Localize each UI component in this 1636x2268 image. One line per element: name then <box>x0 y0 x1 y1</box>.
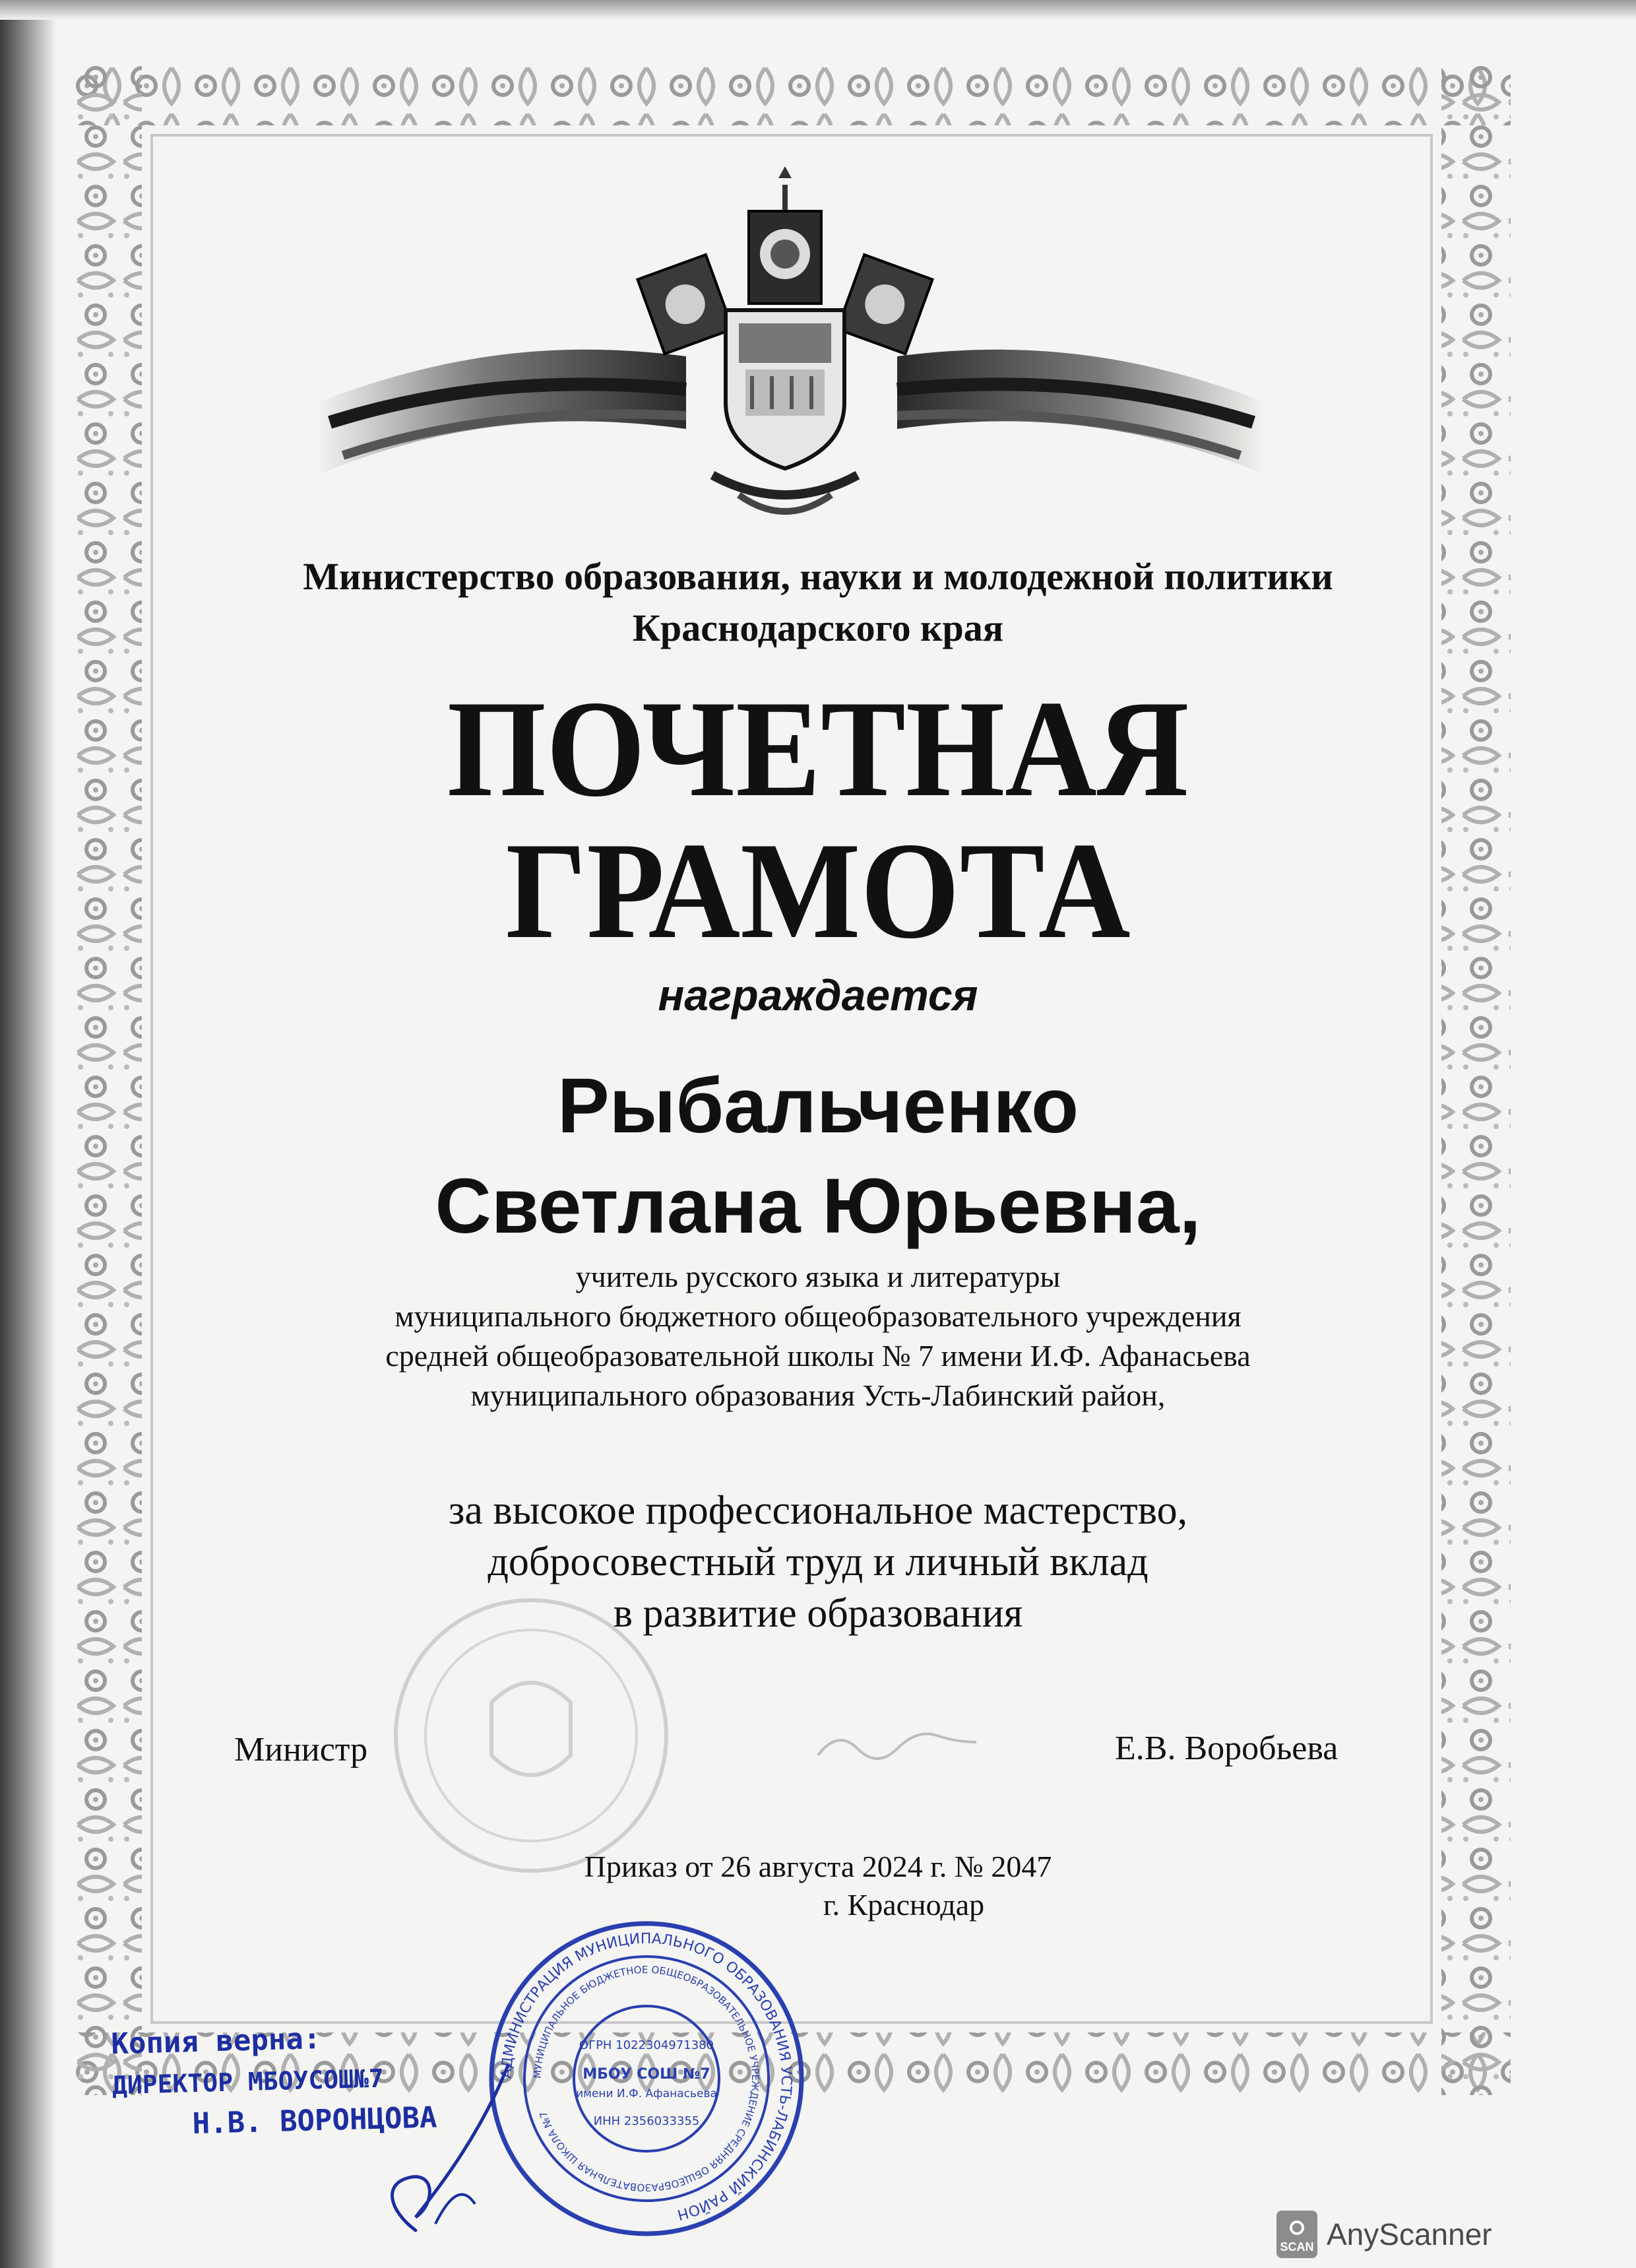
order-city: г. Краснодар <box>823 1888 985 1922</box>
seal-inn: ИНН 2356033355 <box>593 2114 700 2128</box>
order-reference <box>422 1848 1214 1924</box>
copy-stamp-line1: Копия верна: <box>110 2022 321 2061</box>
position-line: муниципального образования Усть-Лабинский район, <box>470 1378 1166 1412</box>
seal-ogrn: ОГРН 1022304971380 <box>579 2038 714 2052</box>
ministry-title-line2: Краснодарского края <box>632 606 1004 649</box>
copy-stamp-line2: ДИРЕКТОР МБОУСОШ№7 <box>111 2063 385 2100</box>
scan-page-edge <box>0 0 56 2268</box>
recipient-position <box>172 1257 1464 1415</box>
ministry-title-line1: Министерство образования, науки и молодежной политики <box>303 555 1333 598</box>
position-line: средней общеобразовательной школы № 7 имени И.Ф. Афанасьева <box>385 1339 1251 1373</box>
scan-top-edge <box>0 0 1636 20</box>
seal-center-line2: имени И.Ф. Афанасьева <box>576 2087 717 2100</box>
recipient-name <box>172 1056 1464 1256</box>
scanner-logo-label: SCAN <box>1280 2240 1314 2253</box>
reason-line: за высокое профессиональное мастерство, <box>448 1488 1188 1533</box>
scanner-app-name: AnyScanner <box>1327 2217 1492 2252</box>
certificate-title-line1: ПОЧЕТНАЯ <box>447 672 1189 826</box>
position-line: муниципального бюджетного общеобразовательного учреждения <box>394 1299 1242 1333</box>
award-reason <box>172 1485 1464 1639</box>
order-number: Приказ от 26 августа 2024 г. № 2047 <box>584 1850 1052 1883</box>
signatory-name: Е.В. Воробьева <box>1115 1730 1338 1767</box>
signatory-role: Министр <box>234 1731 368 1768</box>
position-line: учитель русского языка и литературы <box>575 1260 1061 1293</box>
reason-line: добросовестный труд и личный вклад <box>488 1539 1148 1584</box>
ministry-seal <box>386 1590 676 1881</box>
certificate-title-line2: ГРАМОТА <box>505 814 1131 967</box>
reason-line: в развитие образования <box>613 1591 1023 1636</box>
seal-outer-text: АДМИНИСТРАЦИЯ МУНИЦИПАЛЬНОГО ОБРАЗОВАНИЯ УСТЬ-ЛАБИНСКИЙ РАЙОН <box>498 1930 795 2223</box>
scanner-watermark <box>1276 2211 1492 2258</box>
recipient-given-names: Светлана Юрьевна, <box>435 1163 1201 1250</box>
ministry-title <box>172 551 1464 654</box>
director-signature <box>336 2052 548 2244</box>
certificate-title <box>223 672 1412 967</box>
krasnodar-coat-of-arms-icon <box>317 165 1267 535</box>
seal-center-line1: МБОУ СОШ №7 <box>582 2066 710 2083</box>
recipient-surname: Рыбальченко <box>557 1062 1079 1150</box>
copy-stamp-line3: Н.В. ВОРОНЦОВА <box>191 2100 438 2141</box>
awarded-label: награждается <box>658 971 978 1020</box>
minister-signature <box>811 1716 983 1775</box>
seal-inner-text: МУНИЦИПАЛЬНОЕ БЮДЖЕТНОЕ ОБЩЕОБРАЗОВАТЕЛЬНОЕ УЧРЕЖДЕНИЕ СРЕДНЯЯ ОБЩЕОБРАЗОВАТЕЛЬНАЯ ШКОЛА №7 <box>531 1963 762 2194</box>
scanner-logo-icon <box>1276 2211 1317 2258</box>
